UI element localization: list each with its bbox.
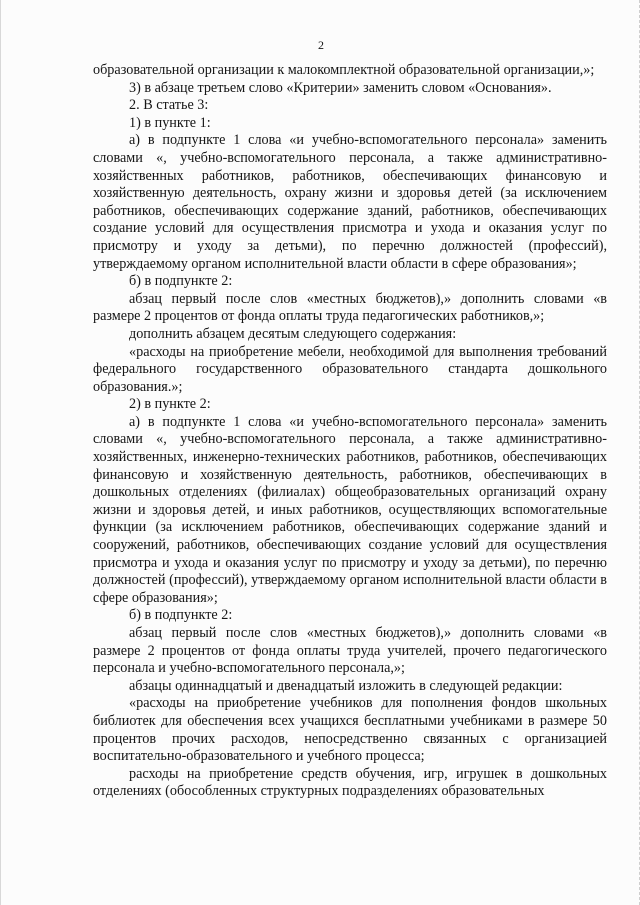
page-number: 2 <box>318 38 324 52</box>
paragraph: б) в подпункте 2: <box>129 273 233 290</box>
paragraph: абзац первый после слов «местных бюджетов),» дополнить словами «в размере 2 процентов от фонда оплаты труда педагогических работников,»; <box>93 290 607 325</box>
document-body <box>93 62 607 801</box>
paragraph: «расходы на приобретение учебников для пополнения фондов школьных библиотек для обеспечения всех учащихся бесплатными учебниками в размере 50 процентов прочих расходов, непосредственно связанных с организацией воспитательно-образовательного и учебного процесса; <box>93 695 607 765</box>
paragraph: 2. В статье 3: <box>129 97 209 114</box>
paragraph: а) в подпункте 1 слова «и учебно-вспомогательного персонала» заменить словами «, учебно-вспомогательного персонала, а также административно-хозяйственных работников, работников, обеспечивающих финансовую и хозяйственную деятельность, охрану жизни и здоровья детей (за исключением работников, обеспечивающих содержание зданий, работников, обеспечивающих создание условий для осуществления присмотра и ухода и оказания услуг по присмотру и уходу за детьми), по перечню должностей (профессий), утверждаемому органом исполнительной власти области в сфере образования»; <box>93 132 607 272</box>
paragraph: «расходы на приобретение мебели, необходимой для выполнения требований федерального государственного образовательного стандарта дошкольного образования.»; <box>93 343 607 395</box>
paragraph: образовательной организации к малокомплектной образовательной организации,»; <box>93 62 595 78</box>
paragraph: 3) в абзаце третьем слово «Критерии» заменить словом «Основания». <box>129 79 552 96</box>
paragraph: абзацы одиннадцатый и двенадцатый изложить в следующей редакции: <box>129 677 563 694</box>
paragraph: 2) в пункте 2: <box>129 396 211 413</box>
paragraph: абзац первый после слов «местных бюджетов),» дополнить словами «в размере 2 процентов от фонда оплаты труда учителей, прочего педагогического персонала и учебно-вспомогательного персонала,»; <box>93 625 607 677</box>
paragraph: б) в подпункте 2: <box>129 607 233 624</box>
paragraph: дополнить абзацем десятым следующего содержания: <box>129 325 457 342</box>
paragraph: а) в подпункте 1 слова «и учебно-вспомогательного персонала» заменить словами «, учебно-вспомогательного персонала, а также административно-хозяйственных, инженерно-технических работников, работников, обеспечивающих финансовую и хозяйственную деятельность, работников, обеспечивающих в дошкольных отделениях (филиалах) общеобразовательных организаций охрану жизни и здоровья детей, и иных работников, осуществляющих вспомогательные функции (за исключением работников, обеспечивающих содержание зданий и сооружений, работников, обеспечивающих создание условий для осуществления присмотра и ухода и оказания услуг по присмотру и уходу за детьми), по перечню должностей (профессий), утверждаемому органом исполнительной власти области в сфере образования»; <box>93 413 607 606</box>
paragraph: 1) в пункте 1: <box>129 114 211 131</box>
paragraph: расходы на приобретение средств обучения, игр, игрушек в дошкольных отделениях (обособленных структурных подразделениях образовательных <box>93 765 607 800</box>
